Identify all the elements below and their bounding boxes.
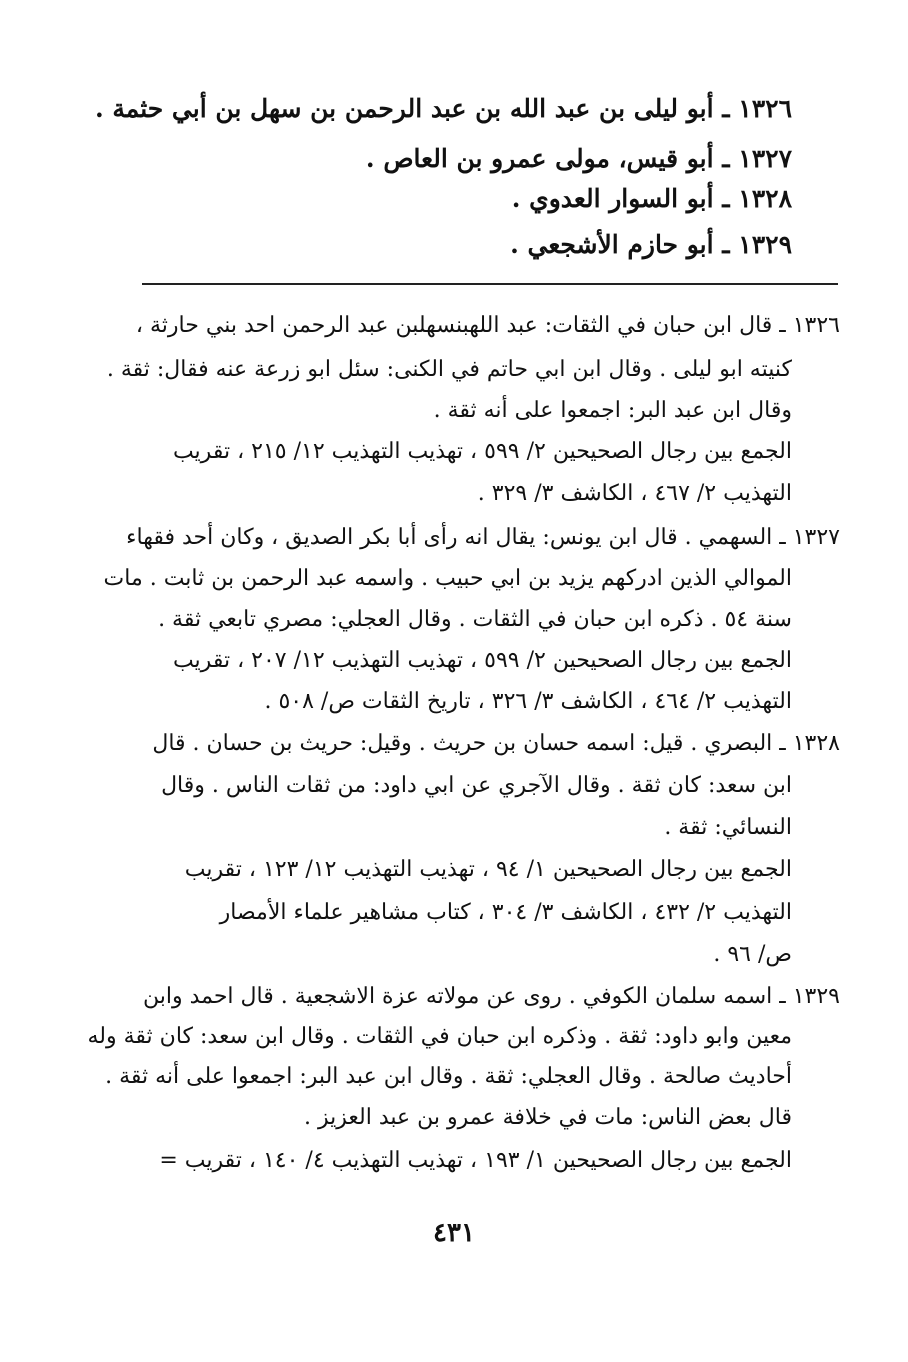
footnote-line: الجمع بين رجال الصحيحين ١/ ٩٤ ، تهذيب التهذيب ١٢/ ١٢٣ ، تقريب [184, 857, 792, 882]
footnote-line: وقال ابن عبد البر: اجمعوا على أنه ثقة . [433, 398, 792, 423]
footnote-line: ١٣٢٧ ـ السهمي . قال ابن يونس: يقال انه رأى أبا بكر الصديق ، وكان أحد فقهاء [126, 525, 840, 550]
footnote-line: التهذيب ٢/ ٤٦٧ ، الكاشف ٣/ ٣٢٩ . [477, 481, 792, 506]
main-entry-1329: ١٣٢٩ ـ أبو حازم الأشجعي . [510, 230, 792, 259]
footnote-line: سنة ٥٤ . ذكره ابن حبان في الثقات . وقال العجلي: مصري تابعي ثقة . [158, 607, 792, 632]
main-entry-1328: ١٣٢٨ ـ أبو السوار العدوي . [511, 184, 792, 213]
footnote-line: أحاديث صالحة . وقال العجلي: ثقة . وقال ابن عبد البر: اجمعوا على أنه ثقة . [105, 1064, 792, 1089]
page-number: ٤٣١ [433, 1218, 475, 1248]
main-entry-1326: ١٣٢٦ ـ أبو ليلى بن عبد الله بن عبد الرحمن بن سهل بن أبي حثمة . [94, 94, 792, 123]
main-entry-1327: ١٣٢٧ ـ أبو قيس، مولى عمرو بن العاص . [365, 144, 792, 173]
footnote-line: كنيته ابو ليلى . وقال ابن ابي حاتم في الكنى: سئل ابو زرعة عنه فقال: ثقة . [106, 357, 792, 382]
footnote-line: ص/ ٩٦ . [713, 942, 792, 967]
footnote-line: ابن سعد: كان ثقة . وقال الآجري عن ابي داود: من ثقات الناس . وقال [161, 773, 792, 798]
footnote-line: الجمع بين رجال الصحيحين ١/ ١٩٣ ، تهذيب التهذيب ٤/ ١٤٠ ، تقريب = [159, 1148, 792, 1173]
footnote-line: الجمع بين رجال الصحيحين ٢/ ٥٩٩ ، تهذيب التهذيب ١٢/ ٢١٥ ، تقريب [172, 439, 792, 464]
footnote-line: ١٣٢٦ ـ قال ابن حبان في الثقات: عبد اللهبنسهلبن عبد الرحمن احد بني حارثة ، [135, 313, 840, 338]
footnote-line: ١٣٢٨ ـ البصري . قيل: اسمه حسان بن حريث . وقيل: حريث بن حسان . قال [152, 731, 840, 756]
footnote-line: النسائي: ثقة . [664, 815, 792, 840]
footnote-line: الموالي الذين ادركهم يزيد بن ابي حبيب . واسمه عبد الرحمن بن ثابت . مات [103, 566, 792, 591]
footnote-line: ١٣٢٩ ـ اسمه سلمان الكوفي . روى عن مولاته عزة الاشجعية . قال احمد وابن [142, 984, 840, 1009]
footnote-line: قال بعض الناس: مات في خلافة عمرو بن عبد العزيز . [304, 1105, 792, 1130]
footnote-line: التهذيب ٢/ ٤٦٤ ، الكاشف ٣/ ٣٢٦ ، تاريخ الثقات ص/ ٥٠٨ . [264, 689, 792, 714]
footnote-separator [142, 283, 838, 285]
footnote-line: التهذيب ٢/ ٤٣٢ ، الكاشف ٣/ ٣٠٤ ، كتاب مشاهير علماء الأمصار [219, 900, 792, 925]
footnote-line: معين وابو داود: ثقة . وذكره ابن حبان في الثقات . وقال ابن سعد: كان ثقة وله [87, 1024, 792, 1049]
footnote-line: الجمع بين رجال الصحيحين ٢/ ٥٩٩ ، تهذيب التهذيب ١٢/ ٢٠٧ ، تقريب [172, 648, 792, 673]
